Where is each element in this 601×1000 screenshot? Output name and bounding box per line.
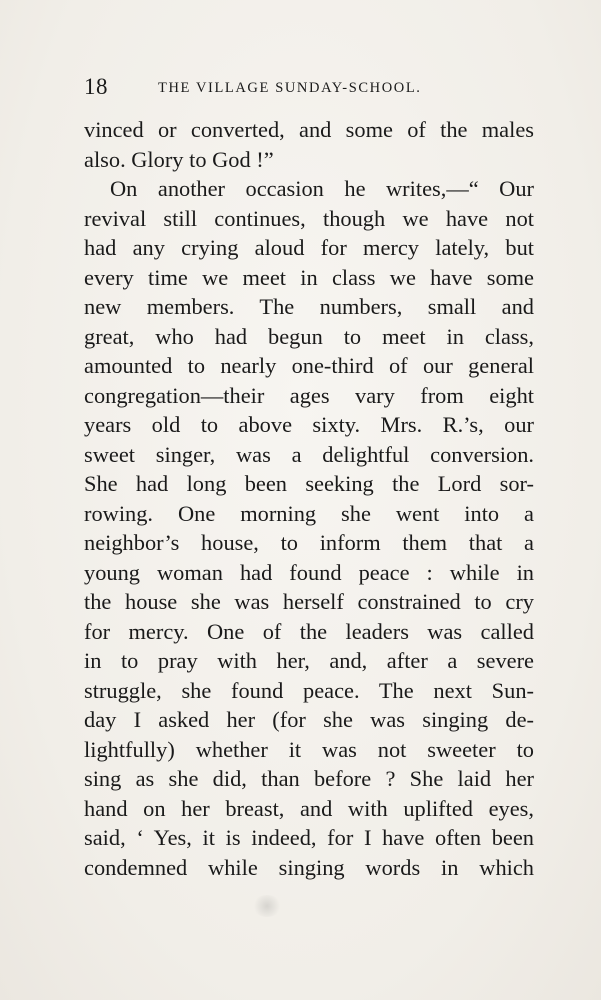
text-line: amounted to nearly one-third of our general [84,353,534,378]
text-line: new members. The numbers, small and [84,294,534,319]
text-line: rowing. One morning she went into a [84,500,534,526]
text-line: hand on her breast, and with uplifted eyes, [84,795,534,821]
text-line: struggle, she found peace. The next Sun- [84,677,534,703]
body-text [84,115,534,882]
text-line: great, who had begun to meet in class, [84,323,534,349]
text-line: in to pray with her, and, after a severe [84,648,534,673]
text-line: neighbor’s house, to inform them that a [84,530,534,555]
text-line: day I asked her (for she was singing de- [84,707,534,732]
text-line: had any crying aloud for mercy lately, but [84,235,534,260]
page-number: 18 [84,74,108,99]
text-line: young woman had found peace : while in [84,559,534,585]
text-line: sing as she did, than before ? She laid her [84,766,534,791]
text-line: congregation—their ages vary from eight [84,382,534,408]
text-line: sweet singer, was a delightful conversion. [84,441,534,467]
text-line: years old to above sixty. Mrs. R.’s, our [84,412,534,437]
text-line: condemned while singing words in which [84,854,534,880]
text-line: also. Glory to God !” [84,146,274,172]
running-head: THE VILLAGE SUNDAY-SCHOOL. [158,80,422,96]
text-line: lightfully) whether it was not sweeter to [84,736,534,762]
page-header [84,74,534,104]
ink-smudge [252,895,282,917]
text-line: for mercy. One of the leaders was called [84,618,534,644]
text-line: said, ‘ Yes, it is indeed, for I have often been [84,825,534,850]
text-line: revival still continues, though we have not [84,205,534,231]
text-line: On another occasion he writes,—“ Our [110,176,534,201]
text-line: every time we meet in class we have some [84,264,534,290]
text-line: the house she was herself constrained to cry [84,589,534,614]
text-line: vinced or converted, and some of the males [84,117,534,142]
text-line: She had long been seeking the Lord sor- [84,471,534,496]
